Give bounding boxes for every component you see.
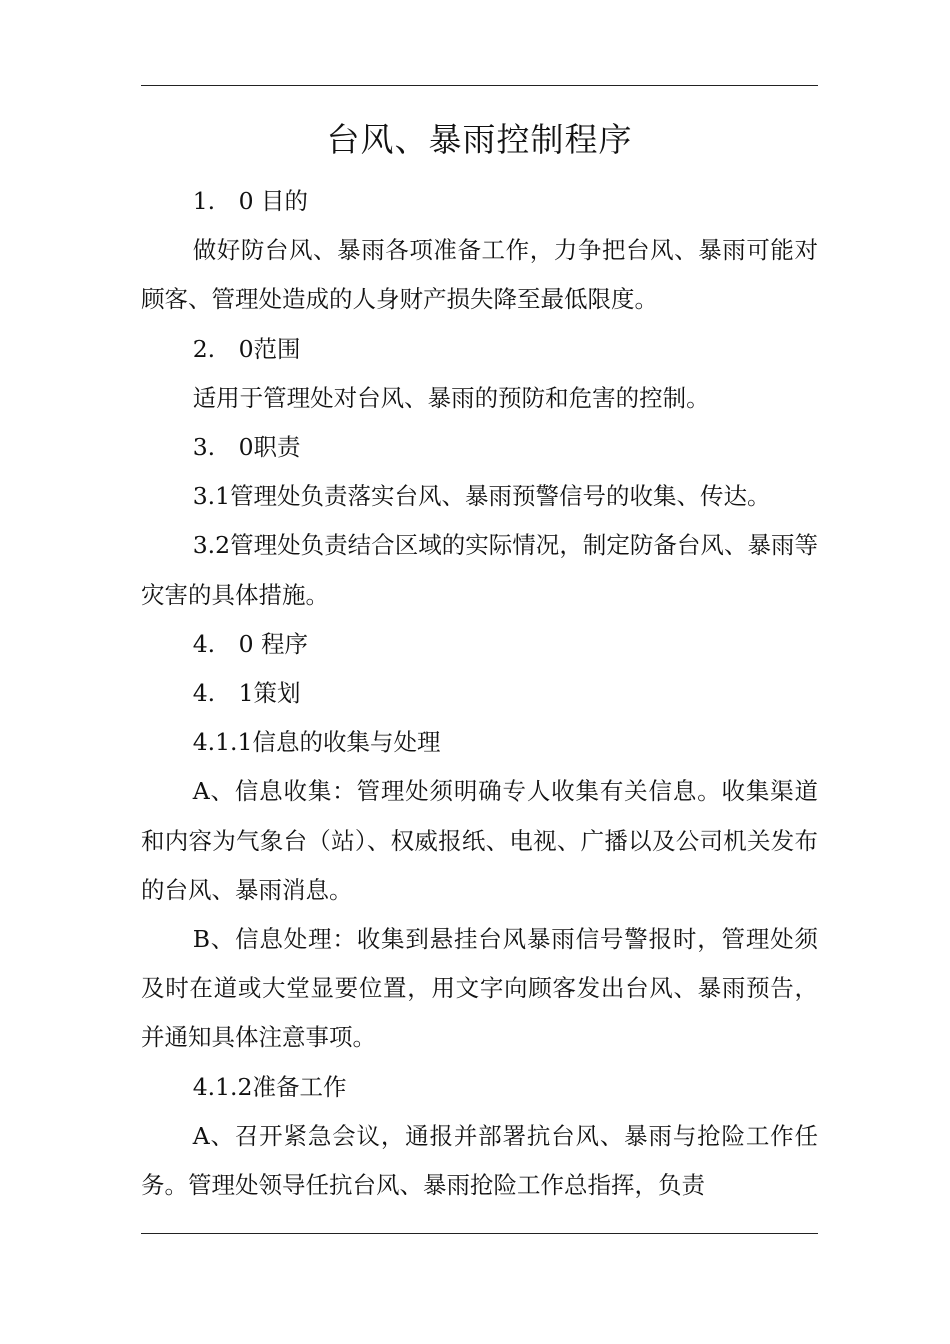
document-body: [141, 177, 818, 1210]
paragraph-duty-3-1: 3.1管理处负责落实台风、暴雨预警信号的收集、传达。: [192, 482, 771, 511]
section-heading-procedure: 4. 0 程序: [192, 629, 309, 658]
footer-rule: [141, 1233, 818, 1234]
section-heading-duties: 3. 0职责: [192, 433, 301, 462]
subsection-heading-info: 4.1.1信息的收集与处理: [192, 728, 441, 757]
section-heading-purpose: 1. 0 目的: [192, 187, 309, 215]
subsection-heading-preparation: 4.1.2准备工作: [192, 1072, 347, 1101]
paragraph-info-collection: A、信息收集：管理处须明确专人收集有关信息。收集渠道和内容为气象台（站）、权威报纸、电视、广播以及公司机关发布的台风、暴雨消息。: [141, 777, 818, 904]
paragraph-duty-3-2: 3.2管理处负责结合区域的实际情况，制定防备台风、暴雨等灾害的具体措施。: [141, 531, 818, 609]
document-title: 台风、暴雨控制程序: [326, 120, 633, 159]
paragraph-preparation-a: A、召开紧急会议，通报并部署抗台风、暴雨与抢险工作任务。管理处领导任抗台风、暴雨抢险工作总指挥，负责: [141, 1121, 818, 1200]
paragraph-purpose: 做好防台风、暴雨各项准备工作，力争把台风、暴雨可能对顾客、管理处造成的人身财产损失降至最低限度。: [141, 236, 818, 314]
paragraph-info-processing: B、信息处理：收集到悬挂台风暴雨信号警报时，管理处须及时在道或大堂显要位置，用文字向顾客发出台风、暴雨预告，并通知具体注意事项。: [141, 925, 818, 1052]
header-rule: [141, 85, 818, 86]
paragraph-scope: 适用于管理处对台风、暴雨的预防和危害的控制。: [192, 383, 710, 412]
subsection-heading-planning: 4. 1策划: [192, 679, 301, 708]
section-heading-scope: 2. 0范围: [192, 334, 301, 363]
